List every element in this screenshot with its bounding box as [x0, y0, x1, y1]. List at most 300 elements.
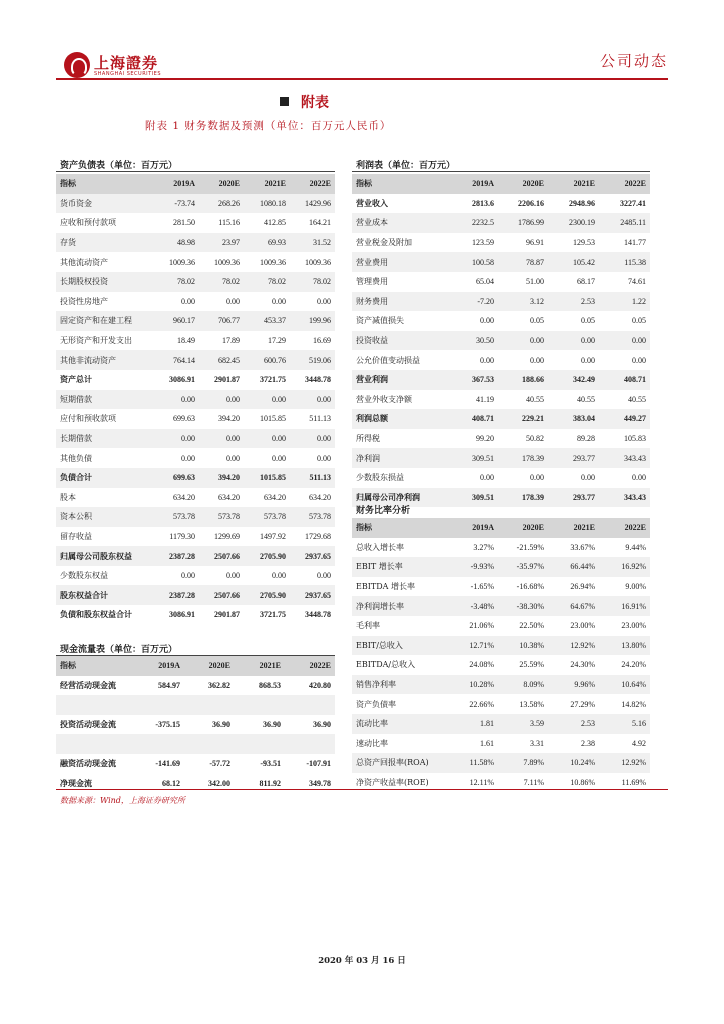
cell-value: 2.53 [548, 714, 599, 734]
cell-value: 584.97 [158, 680, 180, 690]
row-label: 资产负债率 [356, 699, 396, 709]
cell-value: 129.53 [573, 238, 595, 248]
cell-value: 26.94% [570, 582, 595, 592]
row-label: 应收和预付款项 [60, 218, 116, 228]
cell-value: 1497.92 [260, 531, 286, 541]
table-row [352, 596, 650, 616]
row-label: 货币资金 [56, 194, 154, 214]
cell-value: -57.72 [209, 759, 230, 769]
cell-value: 764.14 [154, 350, 199, 370]
cell-value: 2387.28 [154, 546, 199, 566]
row-label: 其他流动资产 [60, 257, 108, 267]
cell-value: 0.00 [632, 355, 646, 365]
cell-value: 24.30% [570, 660, 595, 670]
row-label: 营业外收支净额 [356, 394, 412, 404]
table-row [352, 655, 650, 675]
row-label: 流动比率 [352, 714, 448, 734]
cell-value: 229.21 [498, 409, 548, 429]
cell-value: 2020E [199, 174, 244, 194]
cell-value: 0.00 [480, 473, 494, 483]
cell-value: 66.44% [548, 557, 599, 577]
row-label: 少数股东损益 [356, 473, 404, 483]
cell-value: 3086.91 [169, 610, 195, 620]
cell-value: 69.93 [244, 233, 290, 253]
row-label: 长期借款 [56, 429, 154, 449]
cell-value: 3086.91 [169, 375, 195, 385]
table-row [56, 774, 335, 794]
table-row [56, 566, 335, 586]
table-row [56, 252, 335, 272]
table-row [56, 429, 335, 449]
cell-value: 1299.69 [214, 531, 240, 541]
cell-value: 0.00 [272, 571, 286, 581]
cell-value: 188.66 [498, 370, 548, 390]
cell-value: 0.00 [548, 331, 599, 351]
table-row [56, 448, 335, 468]
cell-value: 0.00 [181, 296, 195, 306]
table-row [56, 292, 335, 312]
table-row [352, 252, 650, 272]
cell-value: 96.91 [526, 238, 544, 248]
cell-value: 105.42 [548, 252, 599, 272]
cell-value: 0.00 [290, 390, 335, 410]
table-row [352, 233, 650, 253]
cell-value: 1.22 [599, 292, 650, 312]
row-label [56, 734, 134, 754]
cell-value: 1179.30 [169, 531, 195, 541]
cell-value: 14.82% [621, 699, 646, 709]
cell-value: 0.00 [317, 453, 331, 463]
row-label: 存货 [56, 233, 154, 253]
cell-value: 2485.11 [599, 213, 650, 233]
table-header-row [352, 518, 650, 538]
cell-value: 1.81 [448, 714, 498, 734]
cell-value: 511.13 [309, 414, 331, 424]
cell-value: 10.24% [548, 753, 599, 773]
cell-value: 100.58 [448, 252, 498, 272]
cell-value: 0.00 [154, 429, 199, 449]
row-label: EBITDA/总收入 [356, 660, 416, 670]
cell-value: -93.51 [260, 759, 281, 769]
row-label [56, 695, 134, 715]
cell-value [285, 695, 335, 715]
cell-value: 105.83 [624, 434, 646, 444]
cell-value: 199.96 [290, 311, 335, 331]
table-row [56, 527, 335, 547]
row-label: EBITDA 增长率 [356, 582, 415, 592]
row-label: 应付和预收款项 [60, 414, 116, 424]
table-row [352, 194, 650, 214]
table-row [352, 292, 650, 312]
row-label: 无形资产和开发支出 [60, 336, 132, 346]
cell-value: 24.08% [469, 660, 494, 670]
cell-value: 25.59% [519, 660, 544, 670]
cell-value: 64.67% [548, 596, 599, 616]
cell-value: 2019A [448, 174, 498, 194]
table-row [352, 370, 650, 390]
cell-value: 2948.96 [569, 198, 595, 208]
row-label: EBIT 增长率 [352, 557, 448, 577]
cell-value: 2021E [548, 518, 599, 538]
report-date: 2020 年 03 月 16 日 [318, 956, 406, 966]
cell-value: 1015.85 [260, 414, 286, 424]
cell-value: -35.97% [498, 557, 548, 577]
row-label: 净现金流 [60, 777, 92, 788]
cell-value: 2022E [285, 656, 335, 676]
table-row [56, 734, 335, 754]
cell-value: 2507.66 [199, 546, 244, 566]
table-row [56, 331, 335, 351]
cell-value: 309.51 [448, 448, 498, 468]
cell-value: -9.93% [448, 557, 498, 577]
cell-value: 343.43 [599, 448, 650, 468]
cell-value: 16.91% [599, 596, 650, 616]
cell-value: 115.16 [218, 218, 240, 228]
data-table [352, 518, 650, 792]
cell-value: 2.38 [581, 738, 595, 748]
cell-value: 12.11% [469, 778, 494, 788]
cell-value: 3227.41 [620, 198, 646, 208]
cell-value: 682.45 [199, 350, 244, 370]
cell-value: 23.00% [621, 621, 646, 631]
cell-value: 9.00% [625, 582, 646, 592]
cell-value: 0.00 [599, 331, 650, 351]
cell-value: 16.92% [599, 557, 650, 577]
row-label: 所得税 [356, 434, 380, 444]
cell-value: 21.06% [469, 621, 494, 631]
cell-value: 68.17 [577, 277, 595, 287]
cell-value: 1729.68 [305, 531, 331, 541]
cell-value: 3721.75 [260, 375, 286, 385]
cell-value: 634.20 [218, 492, 240, 502]
table-row [56, 390, 335, 410]
cell-value: 412.85 [264, 218, 286, 228]
row-label: 管理费用 [356, 277, 388, 287]
cell-value: 41.19 [476, 394, 494, 404]
cell-value: 2232.5 [448, 213, 498, 233]
cell-value [234, 734, 285, 754]
cell-value: 449.27 [599, 409, 650, 429]
cell-value: 78.02 [290, 272, 335, 292]
cell-value: 7.11% [523, 778, 544, 788]
row-label: 净资产收益率(ROE) [356, 778, 429, 788]
row-label: 融资活动现金流 [60, 758, 116, 769]
cell-value: 0.00 [530, 473, 544, 483]
table-row [56, 233, 335, 253]
cell-value: -1.65% [470, 582, 494, 592]
cell-value: 3448.78 [305, 610, 331, 620]
table-row [56, 715, 335, 735]
cell-value: 1009.36 [260, 257, 286, 267]
cell-value: 0.00 [226, 296, 240, 306]
row-label: 总收入增长率 [356, 542, 404, 552]
cell-value [134, 695, 184, 715]
row-label: 公允价值变动损益 [356, 355, 420, 365]
cell-value: 13.80% [599, 636, 650, 656]
cell-value: 78.02 [154, 272, 199, 292]
row-label: 总资产回报率(ROA) [352, 753, 448, 773]
cell-value: 2705.90 [244, 546, 290, 566]
cell-value: 0.00 [581, 355, 595, 365]
cell-value: 453.37 [244, 311, 290, 331]
table-row [56, 194, 335, 214]
cell-value: 1015.85 [244, 468, 290, 488]
cell-value: 51.00 [526, 277, 544, 287]
row-label: 指标 [352, 518, 448, 538]
cell-value: 293.77 [548, 448, 599, 468]
cell-value: 1080.18 [244, 194, 290, 214]
cell-value: 48.98 [154, 233, 199, 253]
cell-value: 24.20% [621, 660, 646, 670]
cell-value: 699.63 [173, 414, 195, 424]
cell-value: 362.82 [208, 680, 230, 690]
cell-value: 0.00 [154, 390, 199, 410]
cell-value: 2206.16 [518, 198, 544, 208]
data-table [56, 656, 335, 793]
cell-value: -107.91 [306, 759, 331, 769]
row-label: 资产总计 [60, 374, 92, 385]
balance-caption: 资产负债表（单位：百万元） [60, 161, 178, 171]
cell-value: 17.89 [222, 336, 240, 346]
cell-value: 420.80 [309, 680, 331, 690]
cell-value: 367.53 [448, 370, 498, 390]
table-row [352, 429, 650, 449]
cell-value: 10.28% [448, 675, 498, 695]
cell-value: 394.20 [199, 468, 244, 488]
row-label: 指标 [56, 656, 134, 676]
table-row [56, 272, 335, 292]
cell-value: 10.64% [599, 675, 650, 695]
cell-value [234, 695, 285, 715]
row-label: 固定资产和在建工程 [56, 311, 154, 331]
cell-value: 0.00 [632, 473, 646, 483]
table-row [56, 370, 335, 390]
cell-value: 12.92% [548, 636, 599, 656]
cell-value: 0.00 [181, 571, 195, 581]
cell-value: 2387.28 [154, 585, 199, 605]
row-label: 销售净利率 [352, 675, 448, 695]
row-label: 长期股权投资 [56, 272, 154, 292]
cell-value: 12.92% [599, 753, 650, 773]
cell-value: 0.00 [244, 390, 290, 410]
cell-value: 573.78 [244, 507, 290, 527]
cell-value: 2020E [498, 174, 548, 194]
cell-value: 573.78 [154, 507, 199, 527]
cell-value: 3721.75 [260, 610, 286, 620]
data-source: 数据来源：Wind，上海证券研究所 [60, 796, 185, 805]
cell-value: 0.05 [581, 316, 595, 326]
table-row [56, 488, 335, 508]
cell-value: 1.61 [480, 738, 494, 748]
logo-subtext: SHANGHAI SECURITIES [94, 71, 162, 77]
appendix-subtitle: 附表 1 财务数据及预测（单位：百万元人民币） [145, 120, 392, 132]
cell-value: 2300.19 [548, 213, 599, 233]
cell-value: 0.00 [317, 571, 331, 581]
cell-value: 115.38 [599, 252, 650, 272]
cell-value: 2901.87 [214, 375, 240, 385]
cell-value: 3.12 [498, 292, 548, 312]
cell-value: 0.00 [244, 429, 290, 449]
cell-value: 1429.96 [290, 194, 335, 214]
table-row [352, 557, 650, 577]
cell-value: -141.69 [155, 759, 180, 769]
cell-value: 2022E [599, 518, 650, 538]
cell-value: 9.96% [548, 675, 599, 695]
income-statement-table [352, 174, 650, 507]
cell-value: 141.77 [624, 238, 646, 248]
table-row [352, 311, 650, 331]
cell-value: 27.29% [570, 699, 595, 709]
cell-value: 33.67% [570, 542, 595, 552]
cell-value: 36.90 [313, 720, 331, 730]
row-label: 净利润增长率 [352, 596, 448, 616]
cell-value: -73.74 [154, 194, 199, 214]
cell-value: 18.49 [177, 336, 195, 346]
row-label: 营业利润 [352, 370, 448, 390]
row-label: 指标 [56, 174, 154, 194]
row-label: 财务费用 [352, 292, 448, 312]
data-table [56, 174, 335, 625]
cell-value: 600.76 [244, 350, 290, 370]
table-row [352, 350, 650, 370]
row-label: 负债合计 [56, 468, 154, 488]
table-row [56, 468, 335, 488]
cell-value: 11.58% [448, 753, 498, 773]
table-header-row [56, 174, 335, 194]
cell-value: 0.00 [272, 296, 286, 306]
table-row [352, 636, 650, 656]
cell-value: 5.16 [599, 714, 650, 734]
cell-value: 0.00 [226, 453, 240, 463]
balance-sheet-table [56, 174, 335, 625]
row-label: 投资活动现金流 [60, 719, 116, 730]
cell-value: 11.69% [621, 778, 646, 788]
cell-value: 78.87 [498, 252, 548, 272]
cell-value: 2019A [448, 518, 498, 538]
cell-value: 78.02 [199, 272, 244, 292]
row-label: 净利润 [352, 448, 448, 468]
row-label: 利润总额 [352, 409, 448, 429]
cell-value: 343.43 [599, 488, 650, 508]
table-row [56, 409, 335, 429]
row-label: 少数股东权益 [60, 571, 108, 581]
cell-value: 2022E [290, 174, 335, 194]
cell-value: 293.77 [548, 488, 599, 508]
row-label: 归属母公司股东权益 [56, 546, 154, 566]
cell-value: 10.38% [498, 636, 548, 656]
cell-value: 22.50% [519, 621, 544, 631]
cell-value: 342.00 [208, 778, 230, 788]
caption-rule [56, 171, 335, 172]
cell-value: 573.78 [199, 507, 244, 527]
cell-value: 2021E [548, 174, 599, 194]
cell-value: 2705.90 [244, 585, 290, 605]
cell-value: 2507.66 [199, 585, 244, 605]
cell-value: 573.78 [290, 507, 335, 527]
cell-value: 2021E [234, 656, 285, 676]
cashflow-table [56, 656, 335, 793]
table-row [352, 390, 650, 410]
cell-value: 2937.65 [290, 546, 335, 566]
table-row [352, 577, 650, 597]
table-row [352, 213, 650, 233]
table-row [352, 538, 650, 558]
income-caption: 利润表（单位：百万元） [356, 161, 456, 171]
cell-value: 868.53 [259, 680, 281, 690]
cell-value: 0.00 [181, 453, 195, 463]
cell-value: 0.00 [317, 296, 331, 306]
cell-value: 3.31 [530, 738, 544, 748]
square-bullet-icon [280, 97, 289, 106]
cell-value: 2019A [154, 174, 199, 194]
table-row [56, 754, 335, 774]
cell-value: 3.59 [498, 714, 548, 734]
row-label: 留存收益 [60, 531, 92, 541]
cell-value: 2020E [498, 518, 548, 538]
cell-value: 0.05 [530, 316, 544, 326]
cell-value: 22.66% [469, 699, 494, 709]
table-row [352, 753, 650, 773]
row-label: 股本 [60, 492, 76, 502]
cell-value: 309.51 [448, 488, 498, 508]
appendix-heading-text: 附表 [301, 95, 329, 111]
row-label: 资本公积 [56, 507, 154, 527]
table-row [352, 675, 650, 695]
row-label: 资产减值损失 [356, 316, 404, 326]
cell-value: 960.17 [154, 311, 199, 331]
cell-value: 0.00 [581, 473, 595, 483]
cell-value: 408.71 [599, 370, 650, 390]
table-row [352, 331, 650, 351]
cell-value: 68.12 [162, 778, 180, 788]
cell-value: -3.48% [448, 596, 498, 616]
cell-value: 1009.36 [214, 257, 240, 267]
logo-emblem-icon [64, 52, 90, 78]
cell-value: 40.55 [577, 394, 595, 404]
cell-value: 7.89% [498, 753, 548, 773]
cell-value: 23.97 [199, 233, 244, 253]
cell-value [184, 695, 234, 715]
cell-value: 634.20 [264, 492, 286, 502]
table-row [352, 714, 650, 734]
cell-value: 13.58% [519, 699, 544, 709]
table-row [56, 585, 335, 605]
cell-value [285, 734, 335, 754]
row-label: 经营活动现金流 [60, 679, 116, 690]
cell-value: 811.92 [259, 778, 281, 788]
cell-value: 23.00% [570, 621, 595, 631]
cell-value: 178.39 [498, 488, 548, 508]
row-label: 投资性房地产 [60, 296, 108, 306]
row-label: 指标 [352, 174, 448, 194]
table-row [56, 213, 335, 233]
cell-value: 2022E [599, 174, 650, 194]
row-label: 毛利率 [356, 621, 380, 631]
cell-value: 16.69 [313, 336, 331, 346]
cell-value: 50.82 [526, 434, 544, 444]
table-row [352, 616, 650, 636]
cell-value: 3448.78 [305, 375, 331, 385]
cell-value: 40.55 [526, 394, 544, 404]
cell-value: 2020E [184, 656, 234, 676]
cell-value: 31.52 [290, 233, 335, 253]
row-label: 负债和股东权益合计 [60, 609, 132, 620]
table-row [352, 694, 650, 714]
table-row [56, 695, 335, 715]
cell-value: 2.53 [548, 292, 599, 312]
header-title: 公司动态 [599, 52, 668, 70]
cell-value: 2021E [244, 174, 290, 194]
